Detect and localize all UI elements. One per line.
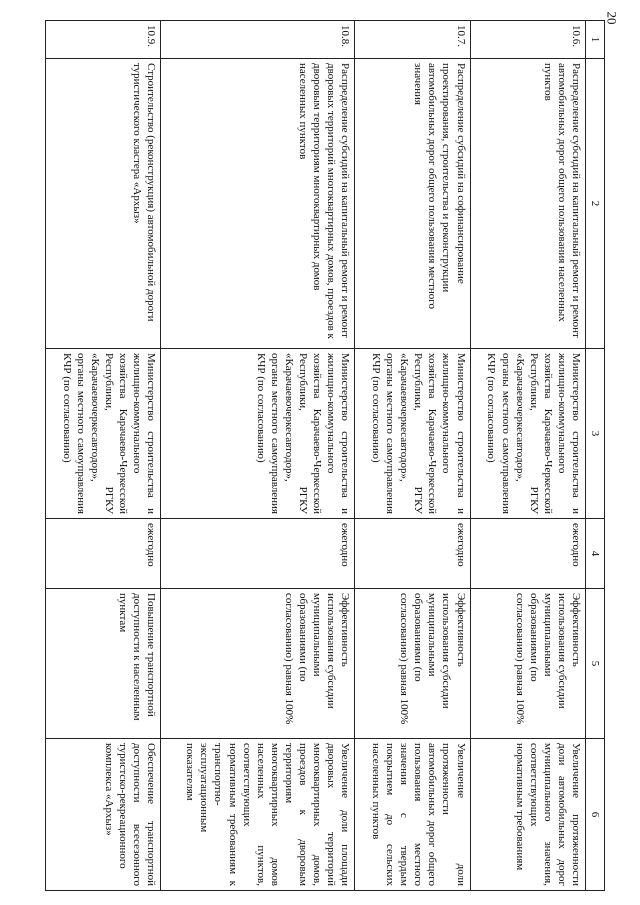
header-row xyxy=(585,21,604,891)
row-number: 10.6. xyxy=(470,21,585,59)
indicator-cell: Эффективность использования субсидии муниципальными образованиями (по согласованию) равная 100% xyxy=(470,589,585,739)
page-number: 20 xyxy=(604,11,620,25)
measure-cell: Распределение субсидий на софинансирование проектирования, строительства и реконструкции автомобильных дорог общего пользования местного значения xyxy=(355,59,470,349)
term-cell: ежегодно xyxy=(355,519,470,589)
row-number: 10.9. xyxy=(46,21,161,59)
column-header: 1 xyxy=(585,21,604,59)
measure-cell: Распределение субсидий на капитальный ремонт и ремонт дворовых территорий многоквартирных домов, проездов к дворовым территориям многоквартирных домов населенных пунктов xyxy=(161,59,355,349)
measure-cell: Распределение субсидий на капитальный ремонт и ремонт автомобильных дорог общего пользования населенных пунктов xyxy=(470,59,585,349)
document-sheet xyxy=(45,20,605,890)
executor-cell: Министерство строительства и жилищно-коммунального хозяйства Карачаево-Черкесской Республики, РГКУ «Карачаевочеркесавтодор», органы местного самоуправления КЧР (по согласованию) xyxy=(46,349,161,519)
executor-cell: Министерство строительства и жилищно-коммунального хозяйства Карачаево-Черкесской Республики, РГКУ «Карачаевочеркесавтодор», органы местного самоуправления КЧР (по согласованию) xyxy=(355,349,470,519)
result-cell: Увеличение доли площади дворовых территорий многоквартирных домов, проездов к дворовым территориям многоквартирных домов населенных пунктов, соответствующих нормативным требованиям к транспортно-эксплуатационным показателям xyxy=(161,739,355,891)
term-cell: ежегодно xyxy=(470,519,585,589)
column-header: 4 xyxy=(585,519,604,589)
indicator-cell: Эффективность использования субсидии муниципальными образованиями (по согласованию) равная 100% xyxy=(161,589,355,739)
measure-cell: Строительство (реконструкция) автомобильной дороги туристического кластера «Архыз» xyxy=(46,59,161,349)
column-header: 2 xyxy=(585,59,604,349)
result-cell: Увеличение доли протяженности автомобильных дорог общего пользования местного значения с твердым покрытием до сельских населенных пунктов xyxy=(355,739,470,891)
row-number: 10.7. xyxy=(355,21,470,59)
column-header: 6 xyxy=(585,739,604,891)
indicator-cell: Эффективность использования субсидии муниципальными образованиями (по согласованию) равная 100% xyxy=(355,589,470,739)
indicator-cell: Повышение транспортной доступности к населенным пунктам xyxy=(46,589,161,739)
column-header: 5 xyxy=(585,589,604,739)
result-cell: Увеличение протяженности доли автомобильных дорог муниципального значения, соответствующих нормативным требованиям xyxy=(470,739,585,891)
term-cell: ежегодно xyxy=(46,519,161,589)
executor-cell: Министерство строительства и жилищно-коммунального хозяйства Карачаево-Черкесской Республики, РГКУ «Карачаевочеркесавтодор», органы местного самоуправления КЧР (по согласованию) xyxy=(161,349,355,519)
measures-table xyxy=(45,20,605,891)
term-cell: ежегодно xyxy=(161,519,355,589)
result-cell: Обеспечение транспортной доступности всесезонного туристско-рекреационного комплекса «Архыз» xyxy=(46,739,161,891)
table-row xyxy=(470,21,585,891)
table-row xyxy=(46,21,161,891)
executor-cell: Министерство строительства и жилищно-коммунального хозяйства Карачаево-Черкесской Республики, РГКУ «Карачаевочеркесавтодор», органы местного самоуправления КЧР (по согласованию) xyxy=(470,349,585,519)
column-header: 3 xyxy=(585,349,604,519)
table-row xyxy=(161,21,355,891)
row-number: 10.8. xyxy=(161,21,355,59)
table-row xyxy=(355,21,470,891)
